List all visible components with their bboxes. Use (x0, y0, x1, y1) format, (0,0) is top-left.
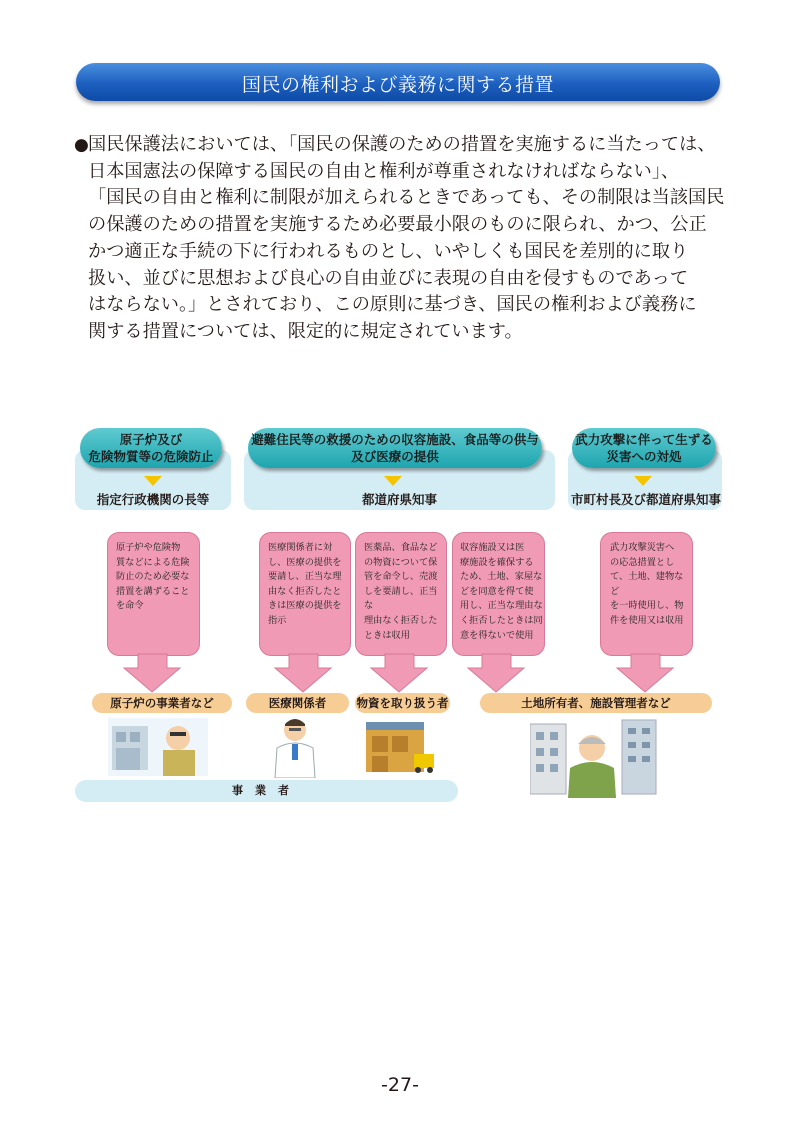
measure-line: 質などによる危険 (116, 556, 190, 568)
category-label: 危険物質等の危険防止 (88, 449, 214, 464)
intro-line: かつ適正な手続の下に行われるものとし、いやしくも国民を差別的に取り (88, 240, 689, 262)
medical-worker-illustration (263, 716, 327, 778)
measure-line: 理由なく拒否した (364, 614, 438, 626)
measure-line: しを要請し、正当な (364, 585, 438, 612)
page-number: -27- (381, 1074, 419, 1096)
bullet-icon: ● (74, 135, 89, 155)
category-label: 災害への対処 (606, 449, 682, 464)
nuclear-operator-illustration (108, 718, 208, 776)
section-title: 国民の権利および義務に関する措置 (241, 74, 554, 96)
target-pill: 土地所有者、施設管理者など (480, 693, 712, 713)
category-label: 避難住民等の救援のための収容施設、食品等の供与 (251, 432, 539, 447)
measure-line: を命令 (116, 600, 144, 612)
intro-line: はならない。」とされており、この原則に基づき、国民の権利および義務に (88, 294, 697, 316)
measure-line: 用し、正当な理由な (460, 600, 543, 612)
authority-label: 市町村長及び都道府県知事 (570, 492, 721, 507)
target-pill: 医療関係者 (246, 693, 349, 713)
measure-line: の応急措置とし (610, 556, 675, 568)
measure-line: て、土地、建物など (610, 571, 684, 597)
target-pill: 物資を取り扱う者 (355, 693, 450, 713)
measure-line: 療施設を確保する (460, 556, 534, 568)
measure-line: 医療関係者に対 (268, 542, 333, 553)
category-label: 原子炉及び (119, 432, 183, 447)
intro-line: 「国民の自由と権利に制限が加えられるときであっても、その制限は当該国民 (88, 187, 725, 209)
arrow-down-icon (468, 654, 524, 692)
measure-line: 意を得ないで使用 (460, 629, 534, 641)
measure-line: 武力攻撃災害へ (610, 542, 675, 553)
authority-label: 指定行政機関の長等 (96, 492, 210, 507)
goods-handler-illustration (362, 716, 440, 774)
measure-line: を一時使用し、物 (610, 600, 684, 612)
intro-line: 日本国憲法の保障する国民の自由と権利が尊重されなければならない」、 (88, 160, 680, 182)
arrow-down-icon (124, 654, 180, 692)
measure-line: 原子炉や危険物 (116, 542, 181, 553)
category-label: 武力攻撃に伴って生ずる (575, 432, 713, 447)
measure-line: ときは収用 (364, 629, 410, 641)
landowner-illustration (530, 718, 658, 798)
measure-line: どを同意を得て使 (460, 585, 534, 597)
category-label: 及び医療の提供 (351, 449, 439, 464)
target-pill: 原子炉の事業者など (92, 693, 232, 713)
intro-line: 国民保護法においては、「国民の保護のための措置を実施するに当たっては、 (88, 134, 716, 155)
arrow-down-icon (371, 654, 427, 692)
business-operators-bar: 事業者 (75, 780, 458, 802)
measure-line: ため、土地、家屋な (460, 571, 543, 583)
measure-line: きは医療の提供を (268, 600, 342, 612)
authority-label: 都道府県知事 (361, 492, 437, 507)
measure-line: 管を命令し、売渡 (364, 571, 438, 583)
intro-line: の保護のための措置を実施するため必要最小限のものに限られ、かつ、公正 (88, 214, 707, 236)
measure-line: 医薬品、食品など (364, 542, 438, 553)
measure-line: 防止のため必要な (116, 571, 190, 583)
measure-line: し、医療の提供を (268, 556, 342, 568)
arrow-down-icon (275, 654, 331, 692)
measure-line: 件を使用又は収用 (610, 614, 684, 626)
measure-line: く拒否したときは同 (460, 614, 543, 626)
measure-line: 収容施設又は医 (460, 542, 525, 553)
intro-line: 扱い、並びに思想および良心の自由並びに表現の自由を侵すものであって (88, 267, 689, 289)
measure-line: の物資について保 (364, 556, 438, 568)
measure-line: 措置を講ずること (116, 585, 190, 597)
intro-line: 関する措置については、限定的に規定されています。 (88, 320, 523, 342)
measure-line: 指示 (268, 614, 287, 626)
measure-line: 由なく拒否したと (268, 585, 342, 597)
arrow-down-icon (617, 654, 673, 692)
measure-line: 要請し、正当な理 (268, 571, 342, 583)
